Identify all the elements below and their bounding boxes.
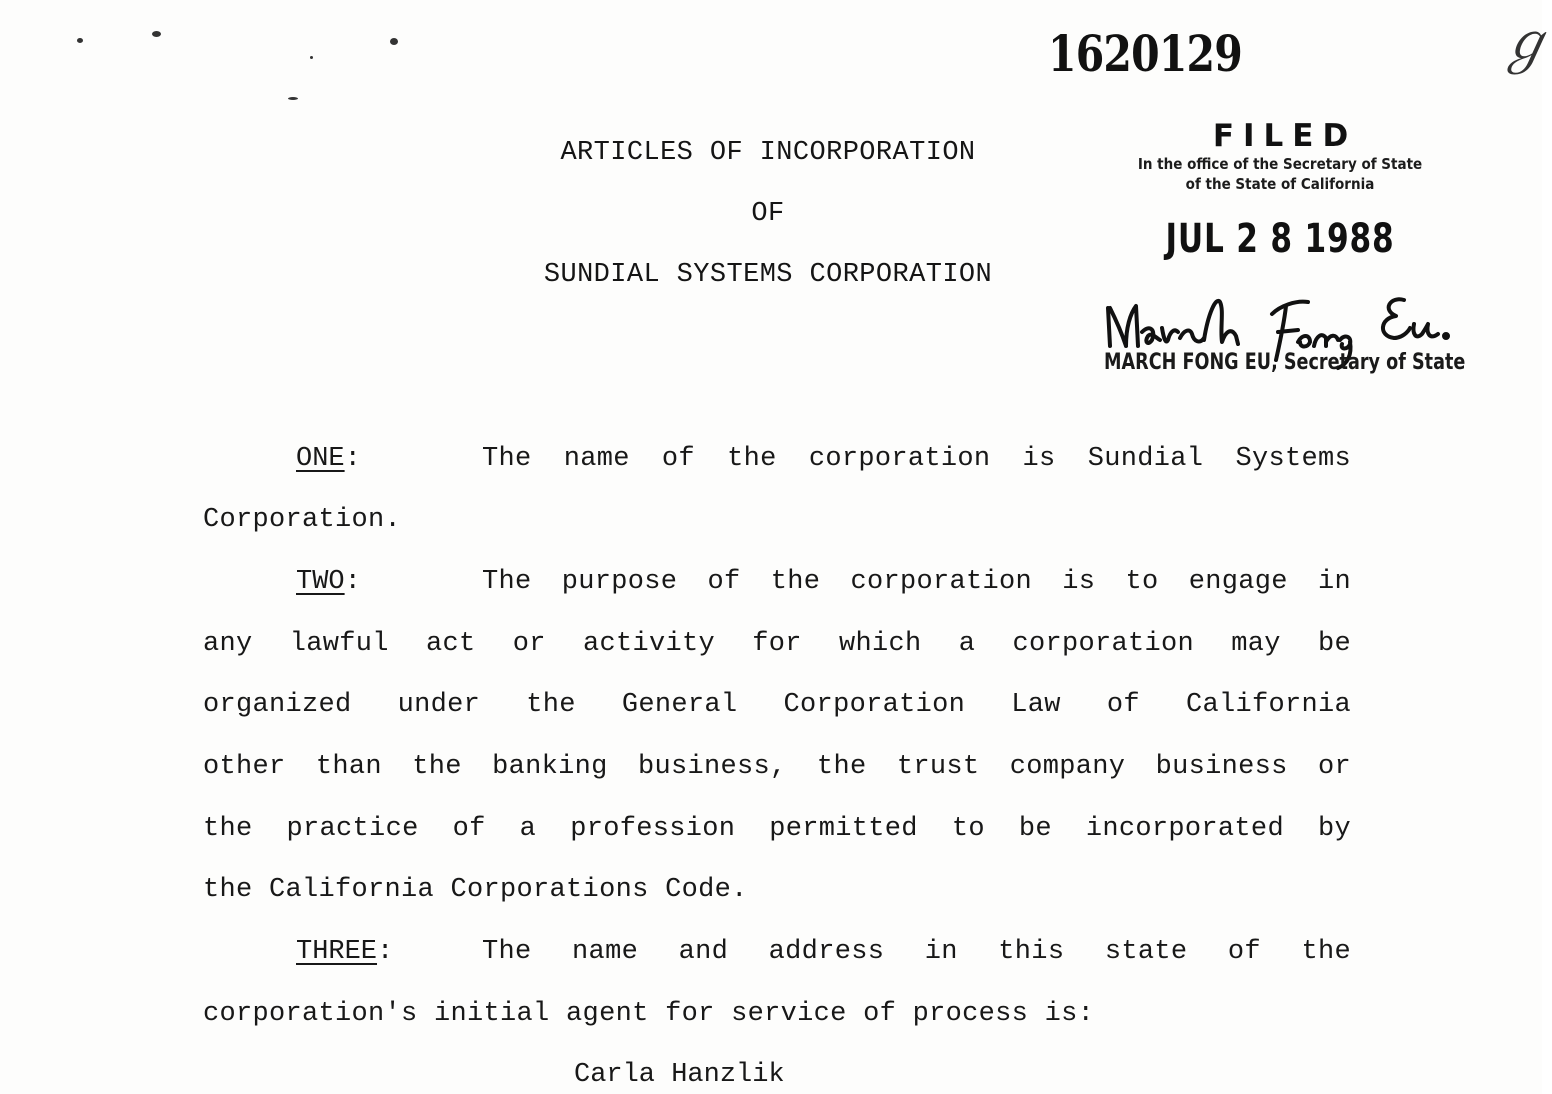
filed-stamp (1100, 118, 1470, 388)
article-two-line: other than the banking business, the trust company business or (203, 752, 1351, 782)
scan-speck (77, 38, 83, 43)
article-three-line: corporation's initial agent for service of process is: (203, 999, 1095, 1029)
scan-speck (310, 56, 313, 59)
stamp-office-text (1118, 154, 1442, 194)
stamp-filed-label: FILED (1212, 118, 1358, 154)
scan-speck (390, 38, 398, 45)
title-line-1: ARTICLES OF INCORPORATION (560, 138, 976, 168)
article-three-first-line: The name and address in this state of the (482, 937, 1351, 967)
article-label-two: TWO: (296, 567, 361, 597)
stamp-secretary-line: MARCH FONG EU, Secretary of State (1104, 350, 1466, 375)
title-line-3: SUNDIAL SYSTEMS CORPORATION (543, 260, 993, 290)
scan-speck (288, 97, 298, 100)
stamp-office-line-2: of the State of California (1185, 175, 1375, 193)
article-two-line: any lawful act or activity for which a corporation may be (203, 629, 1351, 659)
document-number: 1620129 (1048, 24, 1242, 83)
article-two-first-line: The purpose of the corporation is to engage in (482, 567, 1351, 597)
stamp-office-line-1: In the office of the Secretary of State (1137, 155, 1423, 173)
title-line-2: OF (751, 199, 785, 229)
article-label-one: ONE: (296, 444, 361, 474)
article-two-line: the practice of a profession permitted to be incorporated by (203, 814, 1351, 844)
stamp-date: JUL 2 8 1988 (1165, 216, 1395, 262)
article-two-line: the California Corporations Code. (203, 875, 748, 905)
article-one-first-line: The name of the corporation is Sundial Systems (482, 444, 1351, 474)
article-two-line: organized under the General Corporation Law of California (203, 690, 1351, 720)
corner-mark: ℊ (1498, 11, 1552, 74)
agent-name: Carla Hanzlik (574, 1060, 785, 1090)
article-one-line: Corporation. (203, 505, 402, 535)
article-label-three: THREE: (296, 937, 394, 967)
scan-speck (152, 31, 161, 37)
